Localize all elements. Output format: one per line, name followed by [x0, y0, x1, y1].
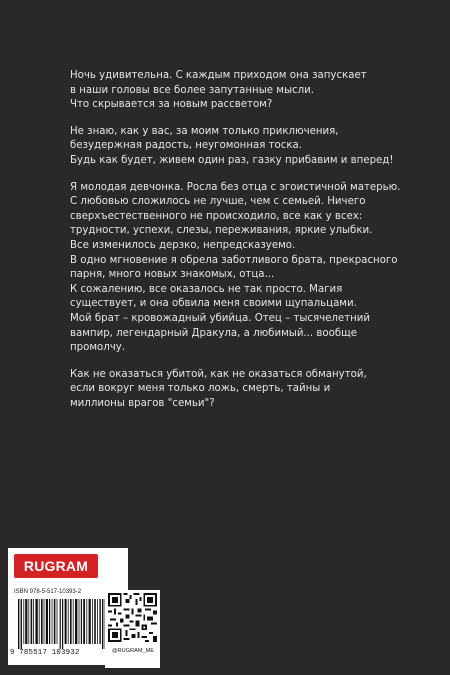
- publisher-logo: RUGRAM: [14, 554, 98, 578]
- blurb-line: Будь как будет, живем один раз, газку прибавим и вперед!: [70, 154, 394, 166]
- blurb-line: К сожалению, все оказалось не так просто. Магия: [70, 283, 343, 295]
- social-handle: @RUGRAM_ME: [111, 648, 155, 654]
- barcode-icon: [18, 599, 106, 649]
- blurb-line: парня, много новых знакомых, отца...: [70, 269, 275, 281]
- blurb-line: сверхъестественного не происходило, все как у всех:: [70, 210, 363, 222]
- blurb-line: безудержная радость, неугомонная тоска.: [70, 140, 303, 152]
- blurb-line: миллионы врагов "семьи"?: [70, 397, 215, 409]
- blurb-line: Как не оказаться убитой, как не оказаться обманутой,: [70, 368, 367, 380]
- blurb-line: Все изменилось дерзко, непредсказуемо.: [70, 239, 296, 251]
- blurb-paragraph-2: [70, 125, 442, 169]
- blurb-line: В одно мгновение я обрела заботливого брата, прекрасного: [70, 254, 398, 266]
- blurb-line: Ночь удивительна. С каждым приходом она запускает: [70, 70, 367, 81]
- blurb-line: промолчу.: [70, 342, 126, 354]
- barcode-number: 9 785517 103932: [10, 649, 80, 657]
- blurb-line: Я молодая девчонка. Росла без отца с эгоистичной матерью.: [70, 181, 401, 193]
- blurb-line: Что скрывается за новым рассветом?: [70, 99, 273, 111]
- blurb-line: если вокруг меня только ложь, смерть, тайны и: [70, 383, 331, 395]
- blurb-paragraph-3: [70, 181, 442, 356]
- blurb-line: вампир, легендарный Дракула, а любимый... вообще: [70, 327, 358, 339]
- blurb-line: существует, и она обвила меня своими щупальцами.: [70, 298, 357, 310]
- blurb-text: [70, 69, 442, 423]
- qr-code-icon[interactable]: [108, 593, 157, 642]
- blurb-line: С любовью сложилось не лучше, чем с семьей. Ничего: [70, 196, 366, 208]
- blurb-line: трудности, успехи, слезы, переживания, яркие улыбки.: [70, 225, 373, 237]
- blurb-line: Мой брат – кровожадный убийца. Отец – тысячелетний: [70, 312, 371, 324]
- blurb-line: Не знаю, как у вас, за моим только приключения,: [70, 125, 339, 137]
- blurb-paragraph-1: [70, 69, 442, 113]
- qr-panel: [105, 590, 160, 668]
- blurb-line: в наши головы все более запутанные мысли.: [70, 84, 314, 96]
- blurb-paragraph-4: [70, 368, 442, 412]
- isbn-label: ISBN 978-5-517-10393-2: [14, 589, 82, 595]
